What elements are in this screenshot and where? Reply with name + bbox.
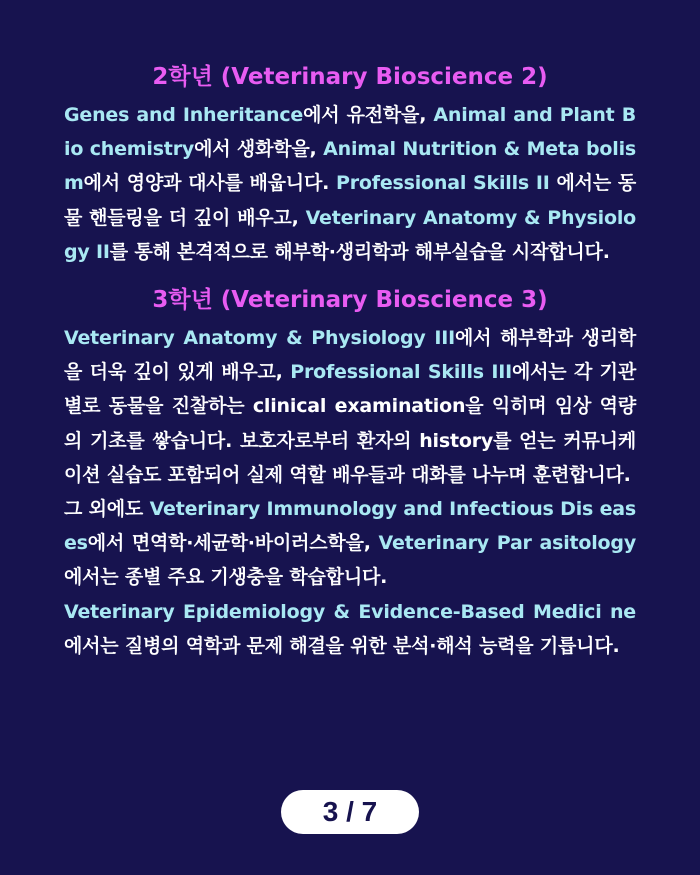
paragraph-text: 에서 유전학을,: [303, 104, 434, 126]
year3-paragraph-1: [64, 321, 636, 492]
course-name: Veterinary Epidemiology & Evidence-Based Medici ne: [64, 600, 636, 623]
paragraph-text: 에서 생화학을,: [194, 138, 324, 161]
paragraph-text: 에서는 종별 주요 기생충을 학습합니다.: [64, 566, 388, 589]
paragraph-text: 에서는 동물 핸들링을 더 깊이 배우고,: [64, 172, 637, 229]
course-name: Veterinary Par asitology: [378, 532, 636, 555]
course-name: Professional Skills II: [336, 172, 550, 195]
paragraph-text: 에서 해부학과 생리학을 더욱 깊이 있게 배우고,: [64, 327, 636, 384]
page-indicator: 3 / 7: [281, 790, 419, 834]
paragraph-text: 에서는 질병의 역학과 문제 해결을 위한 분석·해석 능력을 기릅니다.: [64, 634, 620, 657]
course-name: Animal Nutrition & Meta bolism: [64, 138, 637, 195]
course-name: Veterinary Anatomy & Physiology III: [64, 327, 455, 350]
year2-heading: 2학년 (Veterinary Bioscience 2): [152, 64, 548, 90]
paragraph-text: 에서는 각 기관별로 동물을 진찰하는 clinical examination을 익히며 임상 역량의 기초를 쌓습니다. 보호자로부터 환자의 history를 얻는 커뮤니케이션 실습도 포함되어 실제 역할 배우들과 대화를 나누며 훈련합니다.: [64, 361, 636, 486]
course-name: Genes and Inheritance: [64, 104, 304, 126]
paragraph-text: 를 통해 본격적으로 해부학·생리학과 해부실습을 시작합니다.: [109, 240, 610, 263]
year3-paragraph-2: [64, 492, 636, 595]
paragraph-text: 에서 영양과 대사를 배웁니다.: [83, 172, 336, 195]
content-area: [64, 60, 636, 663]
course-name: Professional Skills III: [290, 361, 512, 384]
paragraph-text: 에서 면역학·세균학·바이러스학을,: [87, 532, 379, 555]
course-name: Animal and Plant Bio chemistry: [64, 104, 636, 161]
paragraph-text: 그 외에도: [64, 498, 150, 521]
course-name: Veterinary Anatomy & Physiology II: [64, 206, 636, 263]
year2-paragraph: [64, 98, 636, 269]
year3-paragraph-3: [64, 595, 636, 663]
year3-heading: 3학년 (Veterinary Bioscience 3): [152, 287, 548, 314]
course-name: Veterinary Immunology and Infectious Dis eases: [64, 498, 636, 555]
